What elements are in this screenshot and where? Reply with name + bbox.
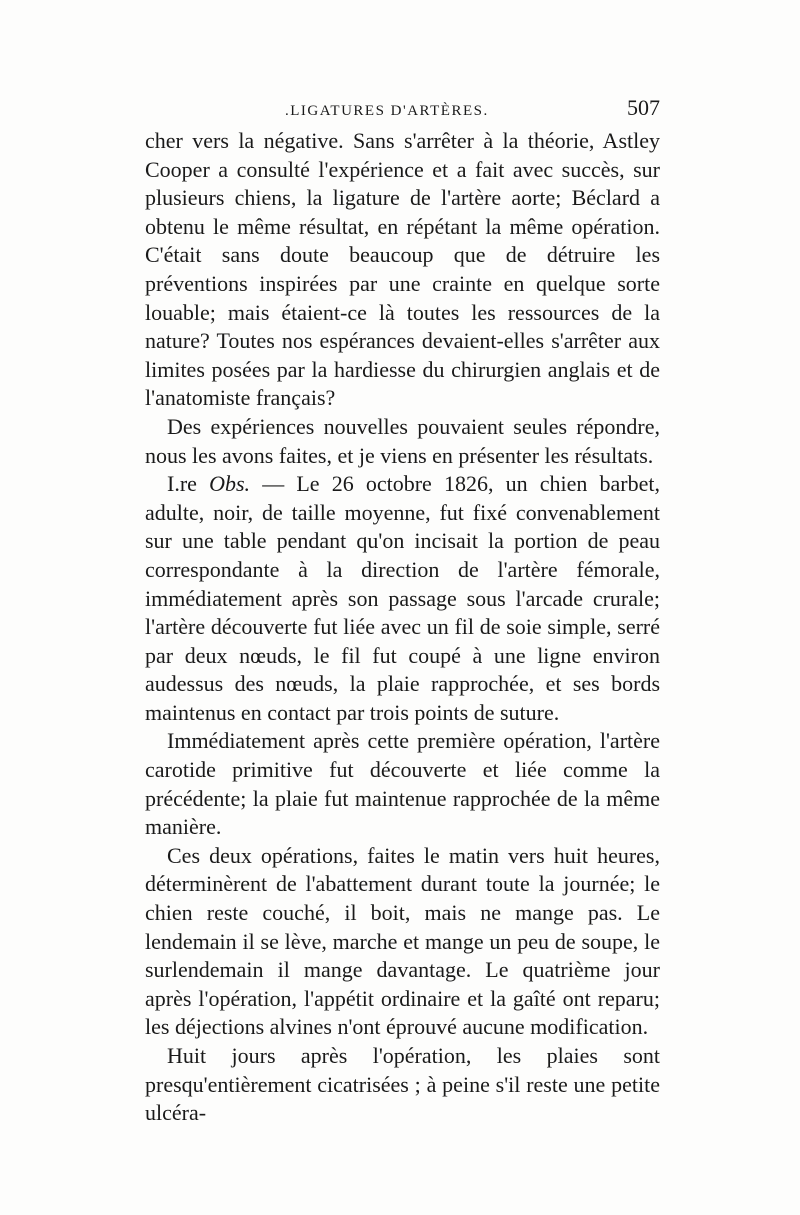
- page-number: 507: [627, 95, 660, 120]
- observation-abbrev: Obs.: [209, 471, 251, 497]
- observation-label: [167, 471, 250, 496]
- running-head: .LIGATURES D'ARTÈRES.: [285, 103, 489, 119]
- paragraph-4: Ces deux opérations, faites le matin vers huit heures, déterminèrent de l'abattement durant toute la journée; le chien reste couché, il boit, mais ne mange pas. Le lendemain il se lève, marche et mange un peu de soupe, le surlendemain il mange davantage. Le quatrième jour après l'opération, l'appétit ordinaire et la gaîté ont reparu; les déjections alvines n'ont éprouvé aucune modification.: [145, 842, 660, 1040]
- paragraph-3: Immédiatement après cette première opération, l'artère carotide primitive fut découverte et liée comme la précédente; la plaie fut maintenue rapprochée de la même manière.: [145, 728, 660, 840]
- paragraph-2: Des expériences nouvelles pouvaient seules répondre, nous les avons faites, et je viens en présenter les résultats.: [145, 413, 660, 468]
- body-text: [145, 127, 660, 1128]
- observation-paragraph: [145, 470, 660, 727]
- observation-number: I.re: [167, 471, 197, 497]
- paragraph-1: cher vers la négative. Sans s'arrêter à la théorie, Astley Cooper a consulté l'expérience et a fait avec succès, sur plusieurs chiens, la ligature de l'artère aorte; Béclard a obtenu le même résultat, en répétant la même opération. C'était sans doute beaucoup que de détruire les préventions inspirées par une crainte en quelque sorte louable; mais étaient-ce là toutes les ressources de la nature? Toutes nos espérances devaient-elles s'arrêter aux limites posées par la hardiesse du chirurgien anglais et de l'anatomiste français?: [145, 128, 660, 411]
- observation-text: — Le 26 octobre 1826, un chien barbet, adulte, noir, de taille moyenne, fut fixé convenablement sur une table pendant qu'on incisait la portion de peau correspondante à la direction de l'artère fémorale, immédiatement après son passage sous l'arcade crurale; l'artère découverte fut liée avec un fil de soie simple, serré par deux nœuds, le fil fut coupé à une ligne environ audessus des nœuds, la plaie rapprochée, et ses bords maintenus en contact par trois points de suture.: [145, 471, 661, 725]
- paragraph-5: Huit jours après l'opération, les plaies sont presqu'entièrement cicatrisées ; à peine s'il reste une petite ulcéra-: [145, 1043, 660, 1126]
- page-header: [145, 95, 660, 125]
